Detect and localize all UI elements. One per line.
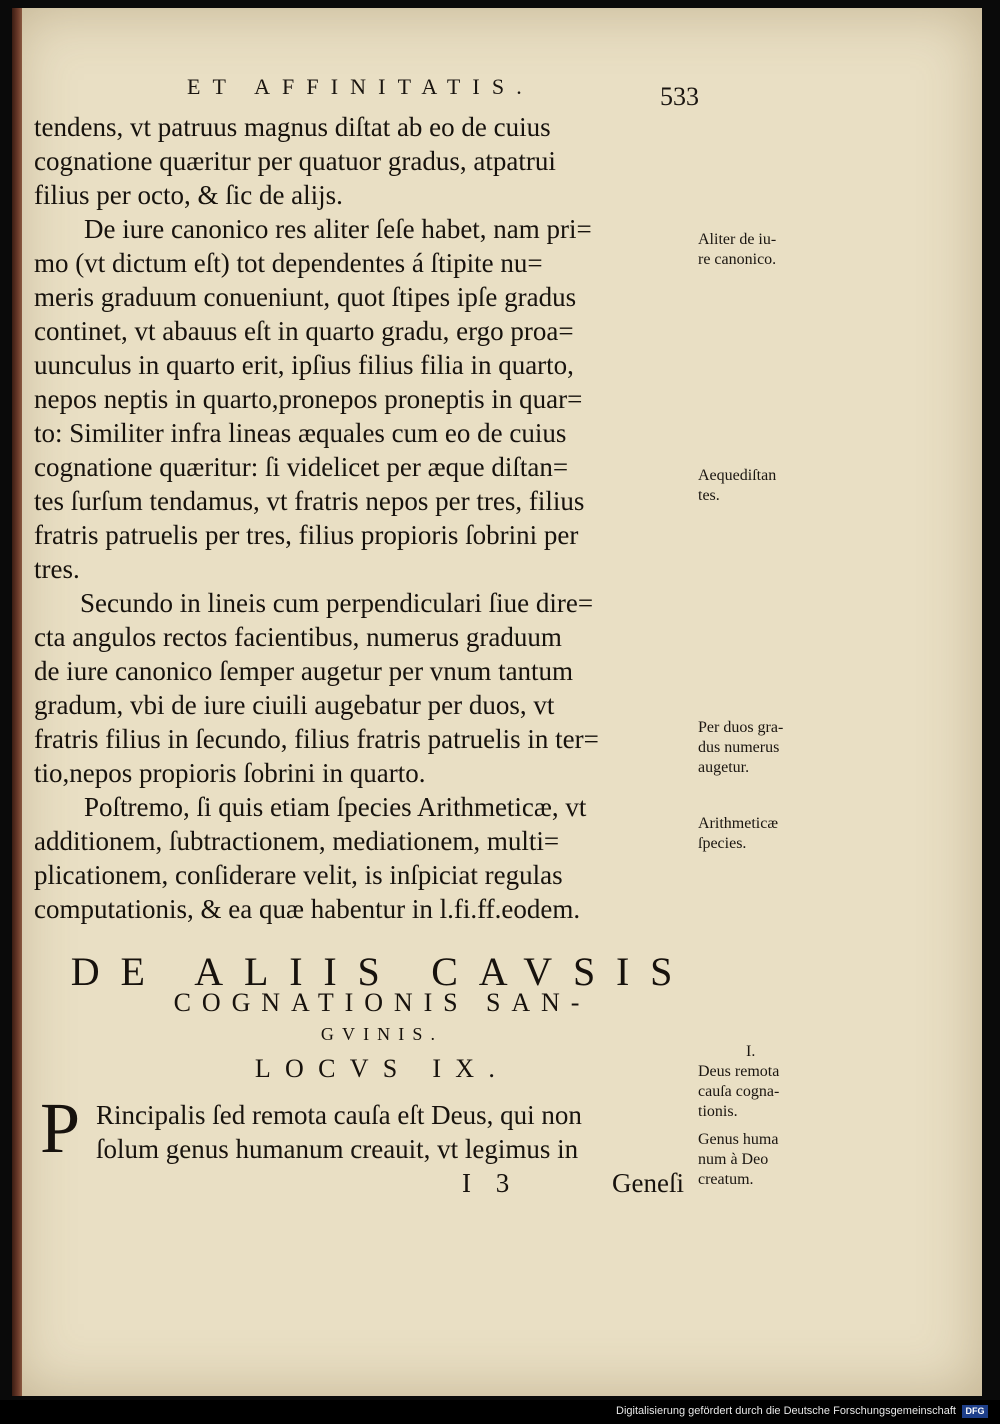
body-line: ſolum genus humanum creauit, vt legimus in xyxy=(96,1134,579,1164)
marginal-note-aliter: Aliter de iu- re canonico. xyxy=(698,231,777,268)
signature-mark: I 3 xyxy=(462,1168,510,1198)
body-line: fratris patruelis per tres, filius propioris ſobrini per xyxy=(34,520,579,550)
body-line: Poſtremo, ſi quis etiam ſpecies Arithmeticæ, vt xyxy=(84,792,587,822)
marginal-note-deus: I. Deus remota cauſa cogna- tionis. xyxy=(698,1043,780,1120)
body-line: to: Similiter infra lineas æquales cum eo de cuius xyxy=(34,418,567,448)
funding-notice: Digitalisierung gefördert durch die Deutsche Forschungsgemeinschaft xyxy=(616,1405,956,1417)
catchword: Geneſi xyxy=(612,1168,684,1198)
body-line: tres. xyxy=(34,554,80,584)
drop-cap: P xyxy=(40,1088,81,1168)
body-line: nepos neptis in quarto,pronepos proneptis in quar= xyxy=(34,384,583,414)
body-line: computationis, & ea quæ habentur in l.fi.ff.eodem. xyxy=(34,894,581,924)
body-line: additionem, ſubtractionem, mediationem, multi= xyxy=(34,826,560,856)
body-line: tendens, vt patruus magnus diſtat ab eo de cuius xyxy=(34,112,551,142)
body-line: de iure canonico ſemper augetur per vnum tantum xyxy=(34,656,574,686)
body-line: gradum, vbi de iure ciuili augebatur per duos, vt xyxy=(34,690,555,720)
body-line: uunculus in quarto erit, ipſius filius filia in quarto, xyxy=(34,350,574,380)
section-heading-locus: LOCVS IX. xyxy=(254,1054,510,1083)
body-line: Rincipalis ſed remota cauſa eſt Deus, qui non xyxy=(96,1100,582,1130)
marginal-note-genus: Genus huma num à Deo creatum. xyxy=(698,1131,779,1188)
body-line: meris graduum conueniunt, quot ſtipes ipſe gradus xyxy=(34,282,577,312)
binding-edge xyxy=(12,8,22,1396)
dfg-logo-icon: DFG xyxy=(962,1405,988,1418)
page-number: 533 xyxy=(660,82,699,111)
body-line: Secundo in lineis cum perpendiculari ſiue dire= xyxy=(80,588,594,618)
section-heading-line1: DE ALIIS CAVSIS xyxy=(70,949,694,994)
body-line: cognatione quæritur: ſi videlicet per æque diſtan= xyxy=(34,452,569,482)
body-line: continet, vt abauus eſt in quarto gradu, ergo proa= xyxy=(34,316,574,346)
marginal-note-arithmeticae: Arithmeticæ ſpecies. xyxy=(698,815,778,852)
body-line: cta angulos rectos facientibus, numerus graduum xyxy=(34,622,562,652)
running-title: ET AFFINITATIS. xyxy=(187,74,534,99)
book-page xyxy=(12,8,982,1396)
body-line: plicationem, conſiderare velit, is inſpiciat regulas xyxy=(34,860,563,890)
body-line: tio,nepos propioris ſobrini in quarto. xyxy=(34,758,426,788)
body-line: cognatione quæritur per quatuor gradus, atpatrui xyxy=(34,146,556,176)
section-heading-line3: GVINIS. xyxy=(320,1024,444,1044)
body-line: De iure canonico res aliter ſeſe habet, nam pri= xyxy=(84,214,592,244)
marginal-note-per-duos: Per duos gra- dus numerus augetur. xyxy=(698,719,784,776)
body-line: tes ſurſum tendamus, vt fratris nepos per tres, filius xyxy=(34,486,585,516)
body-line: mo (vt dictum eſt) tot dependentes á ſtipite nu= xyxy=(34,248,543,278)
body-line: filius per octo, & ſic de alijs. xyxy=(34,180,343,210)
marginal-note-aequedistantes: Aequediſtan tes. xyxy=(698,467,777,504)
section-heading-line2: COGNATIONIS SAN- xyxy=(173,988,591,1017)
body-line: fratris filius in ſecundo, filius fratris patruelis in ter= xyxy=(34,724,599,754)
